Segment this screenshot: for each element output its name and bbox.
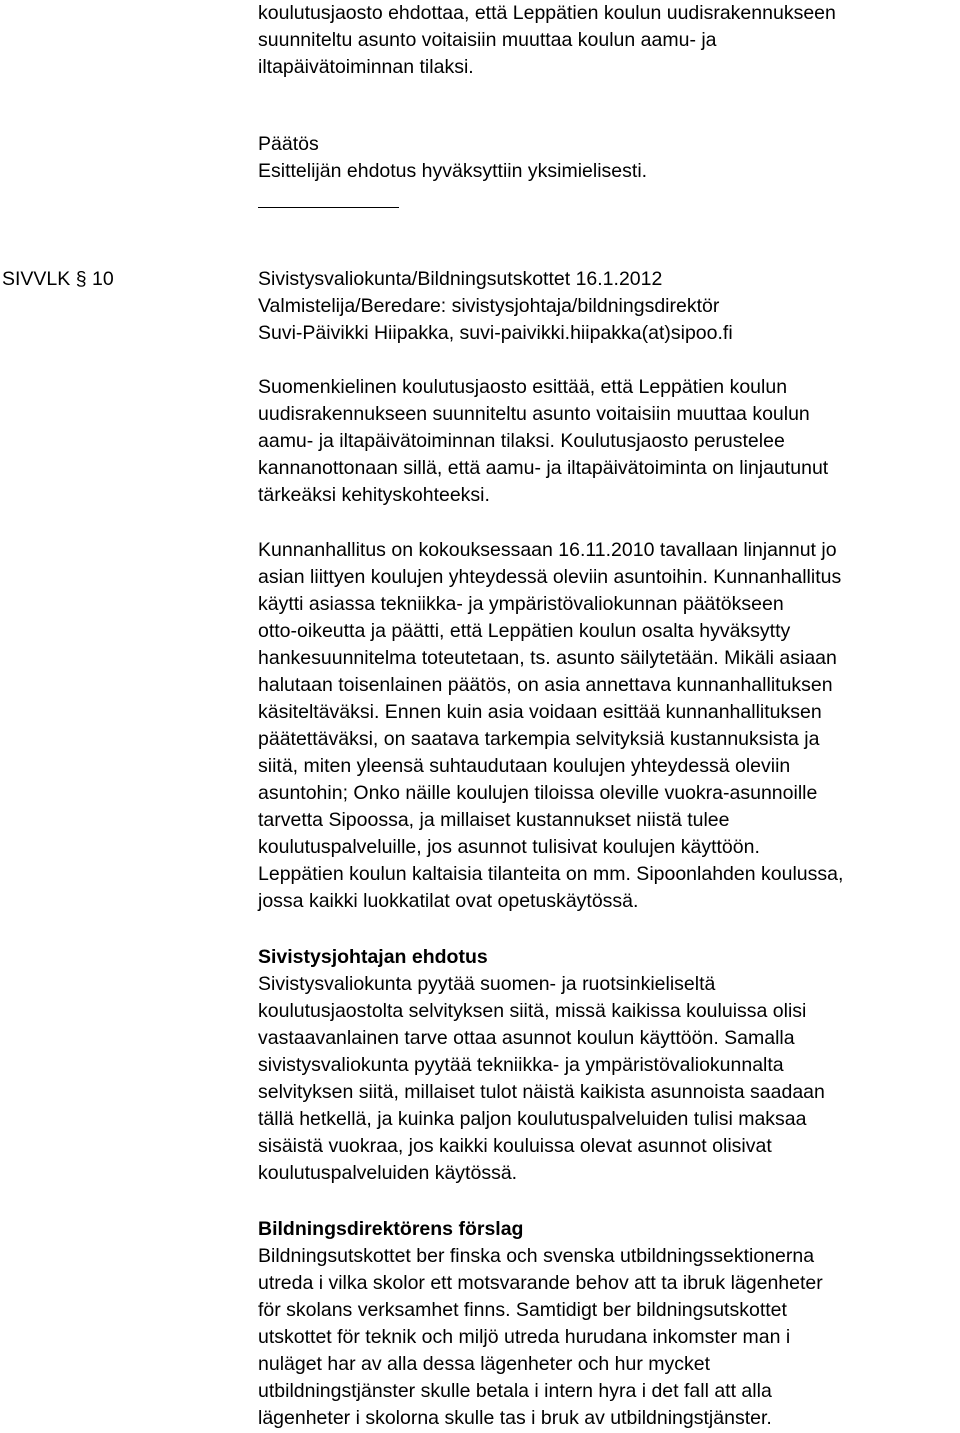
paragraph-line: utskottet för teknik och miljö utreda hurudana inkomster man i: [258, 1326, 791, 1348]
paragraph-line: hankesuunnitelma toteutetaan, ts. asunto säilytetään. Mikäli asiaan: [258, 647, 837, 669]
decision-block: [258, 131, 958, 185]
paragraph-line: päätettäväksi, on saatava tarkempia selvityksiä kustannuksista ja: [258, 728, 820, 750]
proposal-fi: [258, 944, 958, 1187]
paragraph-line: asian liittyen koulujen yhteydessä oleviin asuntoihin. Kunnanhallitus: [258, 566, 842, 588]
paragraph-line: tarvetta Sipoossa, ja millaiset kustannukset niistä tulee: [258, 809, 730, 831]
paragraph-line: nuläget har av alla dessa lägenheter och hur mycket: [258, 1353, 711, 1375]
paragraph-line: Bildningsutskottet ber finska och svenska utbildningssektionerna: [258, 1245, 815, 1267]
paragraph-line: lägenheter i skolorna skulle tas i bruk av utbildningstjänster.: [258, 1407, 772, 1429]
paragraph-line: käsiteltäväksi. Ennen kuin asia voidaan esittää kunnanhallituksen: [258, 701, 822, 723]
intro-line: koulutusjaosto ehdottaa, että Leppätien koulun uudisrakennukseen: [258, 2, 836, 24]
intro-line: suunniteltu asunto voitaisiin muuttaa koulun aamu- ja: [258, 29, 717, 51]
paragraph-line: sisäistä vuokraa, jos kaikki kouluissa olevat asunnot olisivat: [258, 1135, 772, 1157]
paragraph-line: aamu- ja iltapäivätoiminnan tilaksi. Koulutusjaosto perustelee: [258, 430, 785, 452]
paragraph-line: koulutuspalveluiden käytössä.: [258, 1162, 518, 1184]
intro-paragraph: [258, 0, 958, 81]
paragraph-line: siitä, miten yleensä suhtaudutaan koulujen yhteydessä oleviin: [258, 755, 791, 777]
paragraph-2: [258, 537, 958, 915]
paragraph-line: utbildningstjänster skulle betala i intern hyra i det fall att alla: [258, 1380, 772, 1402]
paragraph-line: utreda i vilka skolor ett motsvarande behov att ta ibruk lägenheter: [258, 1272, 823, 1294]
paragraph-line: halutaan toisenlainen päätös, on asia annettava kunnanhallituksen: [258, 674, 833, 696]
section-contact: Suvi-Päivikki Hiipakka, suvi-paivikki.hiipakka(at)sipoo.fi: [258, 322, 733, 344]
section-divider: [258, 207, 399, 208]
paragraph-line: asuntohin; Onko näille koulujen tiloissa oleville vuokra-asunnoille: [258, 782, 818, 804]
intro-line: iltapäivätoiminnan tilaksi.: [258, 56, 474, 78]
paragraph-line: koulutuspalveluille, jos asunnot tulisivat koulujen käyttöön.: [258, 836, 760, 858]
decision-text: Esittelijän ehdotus hyväksyttiin yksimielisesti.: [258, 160, 648, 182]
section-header: [258, 266, 958, 347]
paragraph-line: jossa kaikki luokkatilat ovat opetuskäytössä.: [258, 890, 639, 912]
paragraph-line: selvityksen siitä, millaiset tulot näistä kaikista asunnoista saadaan: [258, 1081, 825, 1103]
paragraph-1: [258, 374, 958, 509]
section-code: SIVVLK § 10: [2, 268, 114, 290]
proposal-fi-heading: Sivistysjohtajan ehdotus: [258, 946, 488, 968]
paragraph-line: Kunnanhallitus on kokouksessaan 16.11.2010 tavallaan linjannut jo: [258, 539, 837, 561]
paragraph-line: tällä hetkellä, ja kuinka paljon koulutuspalveluiden tulisi maksaa: [258, 1108, 807, 1130]
paragraph-line: koulutusjaostolta selvityksen siitä, missä kaikissa kouluissa olisi: [258, 1000, 807, 1022]
proposal-sv-heading: Bildningsdirektörens förslag: [258, 1218, 524, 1240]
paragraph-line: Leppätien koulun kaltaisia tilanteita on mm. Sipoonlahden koulussa,: [258, 863, 844, 885]
paragraph-line: tärkeäksi kehityskohteeksi.: [258, 484, 490, 506]
paragraph-line: vastaavanlainen tarve ottaa asunnot koulun käyttöön. Samalla: [258, 1027, 795, 1049]
paragraph-line: Suomenkielinen koulutusjaosto esittää, että Leppätien koulun: [258, 376, 788, 398]
paragraph-line: sivistysvaliokunta pyytää tekniikka- ja ympäristövaliokunnalta: [258, 1054, 784, 1076]
paragraph-line: Sivistysvaliokunta pyytää suomen- ja ruotsinkieliseltä: [258, 973, 716, 995]
paragraph-line: otto-oikeutta ja päätti, että Leppätien koulun osalta hyväksytty: [258, 620, 791, 642]
section-meeting: Sivistysvaliokunta/Bildningsutskottet 16.1.2012: [258, 268, 663, 290]
paragraph-line: käytti asiassa tekniikka- ja ympäristövaliokunnan päätökseen: [258, 593, 784, 615]
section-preparer: Valmistelija/Beredare: sivistysjohtaja/bildningsdirektör: [258, 295, 720, 317]
decision-heading: Päätös: [258, 133, 319, 155]
paragraph-line: kannanottonaan sillä, että aamu- ja iltapäivätoiminta on linjautunut: [258, 457, 829, 479]
paragraph-line: för skolans verksamhet finns. Samtidigt ber bildningsutskottet: [258, 1299, 787, 1321]
proposal-sv: [258, 1216, 958, 1432]
paragraph-line: uudisrakennukseen suunniteltu asunto voitaisiin muuttaa koulun: [258, 403, 810, 425]
